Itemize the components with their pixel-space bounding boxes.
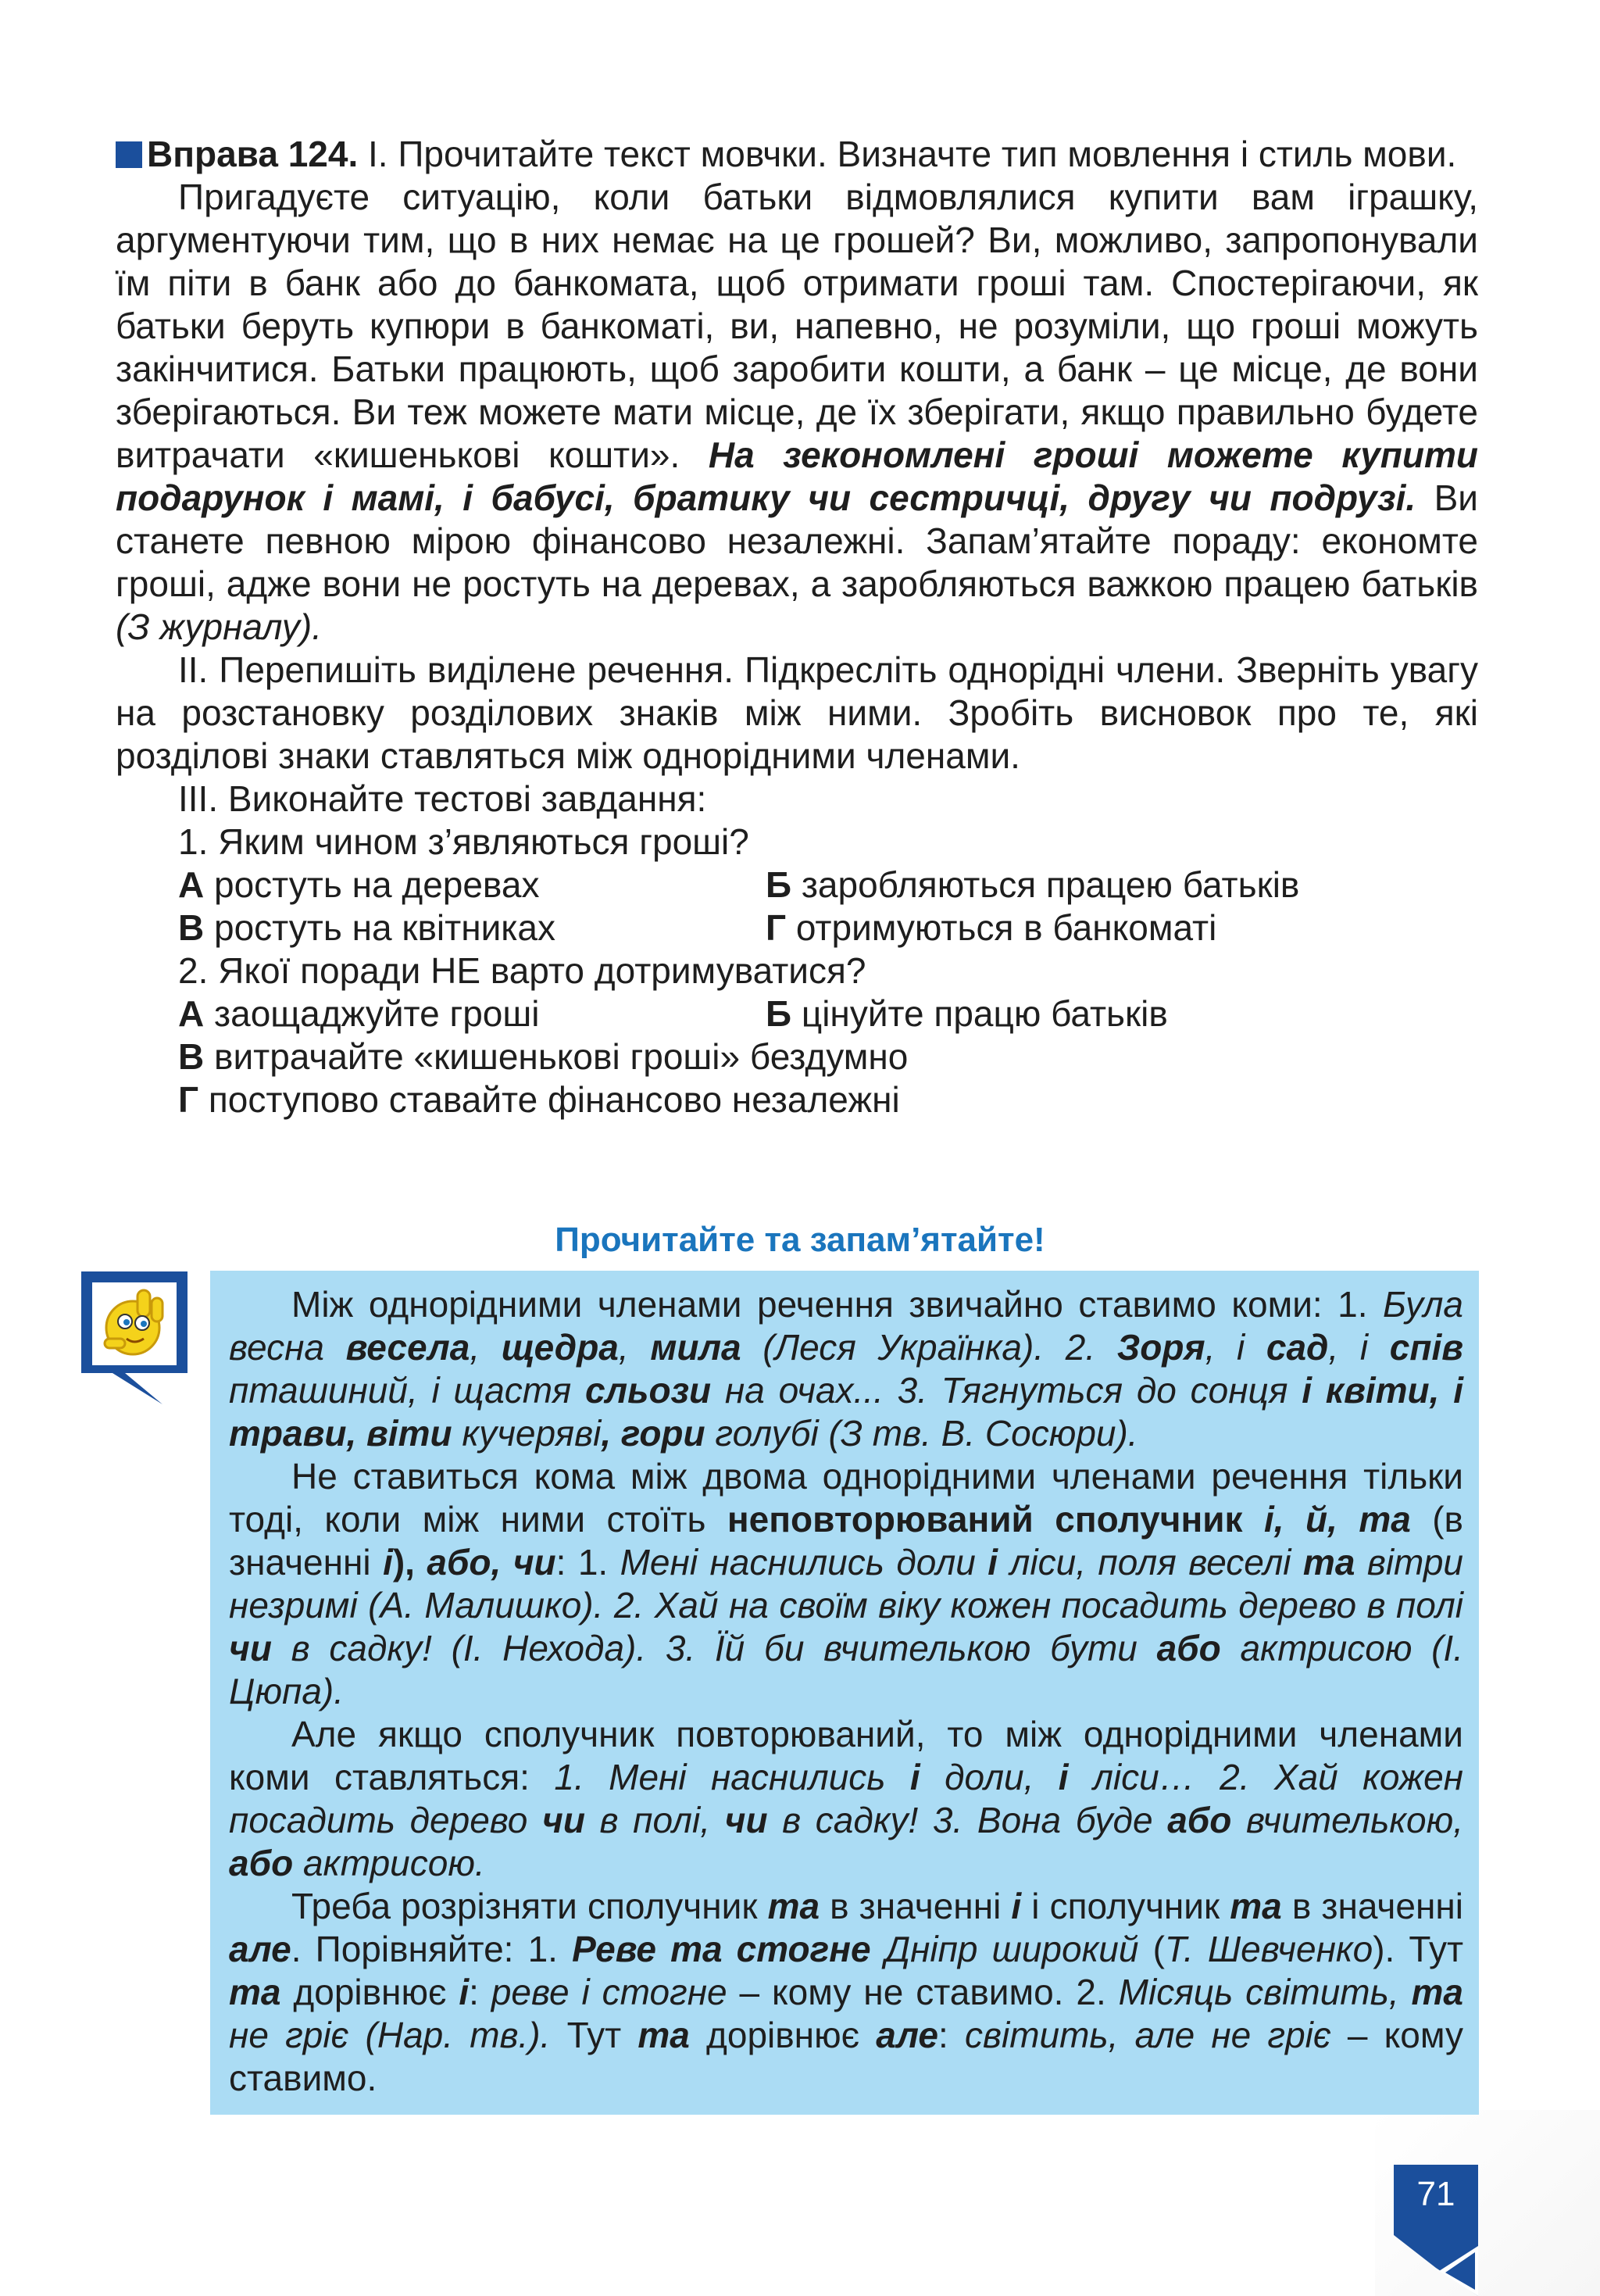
rule-text-run: чи — [724, 1800, 768, 1840]
rule-text-run: і квіти, і трави, віти — [229, 1370, 1463, 1454]
option-letter: А — [178, 993, 205, 1034]
rule-text-run: або — [229, 1843, 294, 1883]
rule-text-run: , і — [1328, 1327, 1390, 1368]
rule-text-run: Треба розрізняти сполучник — [291, 1886, 768, 1926]
rule-text-run: вчителькою, — [1231, 1800, 1463, 1840]
rule-text-run: дорівнює — [280, 1972, 459, 2012]
rule-text-run: , — [470, 1327, 502, 1368]
rule-text-run: , гори — [601, 1413, 705, 1454]
rule-text-run: і — [988, 1542, 998, 1583]
option-text: заробляються працею батьків — [791, 864, 1300, 905]
rule-text-run: дорівнює — [689, 2015, 877, 2055]
rule-text-run: ліси, поля веселі — [998, 1542, 1303, 1583]
rule-text-run: і — [1011, 1886, 1022, 1926]
highlighted-sentence: На зекономлені гроші можете купити подарунок і мамі, і бабусі, братику чи сестричці, другу чи подрузі. — [116, 435, 1478, 518]
rule-title: Прочитайте та запам’ятайте! — [555, 1221, 1045, 1259]
question-1: 1. Яким чином з’являються гроші? — [178, 821, 749, 862]
rule-text-run: пташиний, і щастя — [229, 1370, 585, 1411]
rule-text-run: актрисою. — [293, 1843, 485, 1883]
option-letter: В — [178, 907, 205, 948]
question-2-option-g — [116, 1078, 1478, 1121]
exercise-label: Вправа 124. — [147, 134, 359, 174]
rule-text-run: Мені наснились доли — [620, 1542, 988, 1583]
rule-text-run: на очах... 3. Тягнуться до сонця — [711, 1370, 1302, 1411]
rule-text-run: : 1. — [555, 1542, 620, 1583]
rule-paragraph-1 — [229, 1283, 1463, 1455]
text-part-2: Ви станете певною мірою фінансово незалежні. Запам’ятайте пораду: економте гроші, адже вони не ростуть на деревах, а заробляються важкою працею батьків — [116, 477, 1478, 604]
option — [766, 907, 1216, 950]
option — [178, 1078, 900, 1121]
rule-text-run: весела — [345, 1327, 470, 1368]
option-letter: Г — [766, 907, 787, 948]
rule-text-run: (в значенні — [229, 1499, 1463, 1583]
rule-text-run: в значенні — [820, 1886, 1012, 1926]
thinking-hand-icon — [81, 1271, 188, 1404]
rule-text-run: неповторюваний сполучник — [727, 1499, 1264, 1540]
rule-text-run: і — [383, 1542, 393, 1583]
rule-text-run: вітри незримі (А. Малишко). 2. Хай на своїм віку кожен посадить дерево в полі — [229, 1542, 1464, 1625]
rule-text-run: Не ставиться кома між двома однорідними членами речення тільки тоді, коли між ними стоїть — [229, 1456, 1463, 1540]
option-text: отримуються в банкоматі — [786, 907, 1217, 948]
rule-text-run: і сполучник — [1021, 1886, 1230, 1926]
option-text: витрачайте «кишенькові гроші» бездумно — [204, 1036, 909, 1077]
rule-text-run: Була весна — [229, 1284, 1463, 1368]
rule-text-run: – кому ставимо. — [229, 2015, 1464, 2098]
rule-text-run: та — [1411, 1972, 1463, 2012]
rule-text-run: світить, але не гріє — [964, 2015, 1331, 2055]
question-1-options-row-1 — [116, 864, 1478, 907]
rule-text-run: але — [229, 1929, 291, 1969]
exercise-text — [116, 176, 1478, 649]
option-text: ростуть на деревах — [204, 864, 540, 905]
rule-text-run: ( — [1138, 1929, 1165, 1969]
rule-paragraph-2 — [229, 1455, 1463, 1713]
option — [178, 864, 766, 907]
rule-text-run: та — [1230, 1886, 1282, 1926]
square-bullet-icon — [116, 141, 142, 168]
option-letter: Г — [178, 1079, 199, 1120]
rule-text-run: , і — [1205, 1327, 1266, 1368]
option-text: ростуть на квітниках — [204, 907, 556, 948]
rule-text-run: мила — [650, 1327, 741, 1368]
rule-text-run: в садку! 3. Вона буде — [767, 1800, 1168, 1840]
rule-text-run: щедра — [501, 1327, 619, 1368]
rule-text-run: сльози — [584, 1370, 712, 1411]
text-source: (З журналу). — [116, 606, 322, 647]
rule-text-run: Реве та стогне — [572, 1929, 871, 1969]
rule-text-run: в садку! (І. Нехода). 3. Їй би вчителькою бути — [271, 1628, 1157, 1668]
option — [178, 992, 766, 1035]
rule-text-run: або — [1167, 1800, 1232, 1840]
question-2: 2. Якої поради НЕ варто дотримуватися? — [178, 950, 866, 991]
rule-text-run: . Порівняйте: 1. — [291, 1929, 573, 1969]
rule-text-run: : — [938, 2015, 965, 2055]
rule-text-run: ). Тут — [1373, 1929, 1464, 1969]
rule-text-run: і — [1058, 1757, 1069, 1797]
rule-paragraph-4 — [229, 1885, 1463, 2100]
rule-text-run: але — [876, 2015, 938, 2055]
rule-text-run: Тут — [550, 2015, 638, 2055]
task-2: ІІ. Перепишіть виділене речення. Підкресліть однорідні члени. Зверніть увагу на розстановку розділових знаків між ними. Зробіть висновок про те, які розділові знаки ставляться між однорідними членами. — [116, 649, 1478, 776]
task-3: ІІІ. Виконайте тестові завдання: — [178, 778, 707, 819]
rule-text-run: Т. Шевченко — [1164, 1929, 1373, 1969]
rule-text-run: чи — [229, 1628, 272, 1668]
rule-text-run: сад — [1266, 1327, 1329, 1368]
rule-paragraph-3 — [229, 1713, 1463, 1885]
option — [766, 864, 1299, 907]
rule-text-run: або — [1156, 1628, 1221, 1668]
option-letter: Б — [766, 993, 792, 1034]
question-2-options-row-1 — [116, 992, 1478, 1035]
option-text: цінуйте працю батьків — [791, 993, 1168, 1034]
exercise-block — [116, 133, 1478, 1121]
rule-text-run: чи — [542, 1800, 585, 1840]
option-letter: Б — [766, 864, 792, 905]
rule-text-run: і — [909, 1757, 920, 1797]
rule-text-run: ), — [392, 1542, 427, 1583]
rule-text-run: та — [638, 2015, 690, 2055]
rule-text-run: в значенні — [1281, 1886, 1463, 1926]
rule-text-run: і, й, та — [1264, 1499, 1411, 1540]
question-2-option-v — [116, 1035, 1478, 1078]
option-letter: В — [178, 1036, 205, 1077]
option — [766, 992, 1168, 1035]
rule-text-run: : — [469, 1972, 491, 2012]
rule-text-run: Але якщо сполучник повторюваний, то між однорідними членами коми ставляться: — [229, 1714, 1463, 1797]
rule-text-run: і — [459, 1972, 470, 2012]
rule-text-run: спів — [1389, 1327, 1464, 1368]
text-part-1: Пригадуєте ситуацію, коли батьки відмовлялися купити вам іграшку, аргументуючи тим, що в них немає на це грошей? Ви, можливо, запропонували їм піти в банк або до банкомата, щоб отримати гроші там. Спостерігаючи, як батьки беруть купюри в банкоматі, ви, напевно, не розуміли, що гроші можуть закінчитися. Батьки працюють, щоб заробити кошти, а банк – це місце, де вони зберігаються. Ви теж можете мати місце, де їх зберігати, якщо правильно будете витрачати «кишенькові кошти». — [116, 177, 1478, 475]
rule-text-run: доли, — [920, 1757, 1059, 1797]
rule-box — [210, 1271, 1479, 2115]
rule-text-run: (Леся Українка). 2. — [741, 1327, 1117, 1368]
rule-text-run: Дніпр широкий — [870, 1929, 1139, 1969]
rule-text-run: Зоря — [1116, 1327, 1205, 1368]
rule-text-run: – кому не ставимо. 2. — [727, 1972, 1119, 2012]
question-1-options-row-2 — [116, 907, 1478, 950]
option-text: поступово ставайте фінансово незалежні — [198, 1079, 900, 1120]
rule-text-run: ліси… 2. Хай кожен посадить дерево — [229, 1757, 1463, 1840]
rule-text-run: або, чи — [427, 1542, 556, 1583]
rule-text-run: кучеряві — [452, 1413, 602, 1454]
rule-text-run: актрисою (І. Цюпа). — [229, 1628, 1463, 1711]
rule-text-run: , — [618, 1327, 651, 1368]
option — [178, 1035, 908, 1078]
option-letter: А — [178, 864, 205, 905]
rule-text-run: голубі (З тв. В. Сосюри). — [705, 1413, 1138, 1454]
rule-text-run: 1. Мені наснились — [554, 1757, 910, 1797]
rule-text-run: Між однорідними членами речення звичайно ставимо коми: 1. — [291, 1284, 1384, 1325]
option-text: заощаджуйте гроші — [204, 993, 540, 1034]
rule-text-run: в полі, — [584, 1800, 725, 1840]
rule-text-run: Місяць світить, — [1118, 1972, 1412, 2012]
rule-text-run: реве і стогне — [491, 1972, 727, 2012]
page-number: 71 — [1416, 2175, 1455, 2213]
rule-text-run: та — [1302, 1542, 1355, 1583]
rule-text-run: не гріє (Нар. тв.). — [229, 2015, 551, 2055]
option — [178, 907, 766, 950]
exercise-heading — [116, 133, 1478, 176]
rule-text-run: та — [229, 1972, 281, 2012]
exercise-intro: І. Прочитайте текст мовчки. Визначте тип мовлення і стиль мови. — [358, 134, 1457, 174]
rule-text-run: та — [767, 1886, 820, 1926]
